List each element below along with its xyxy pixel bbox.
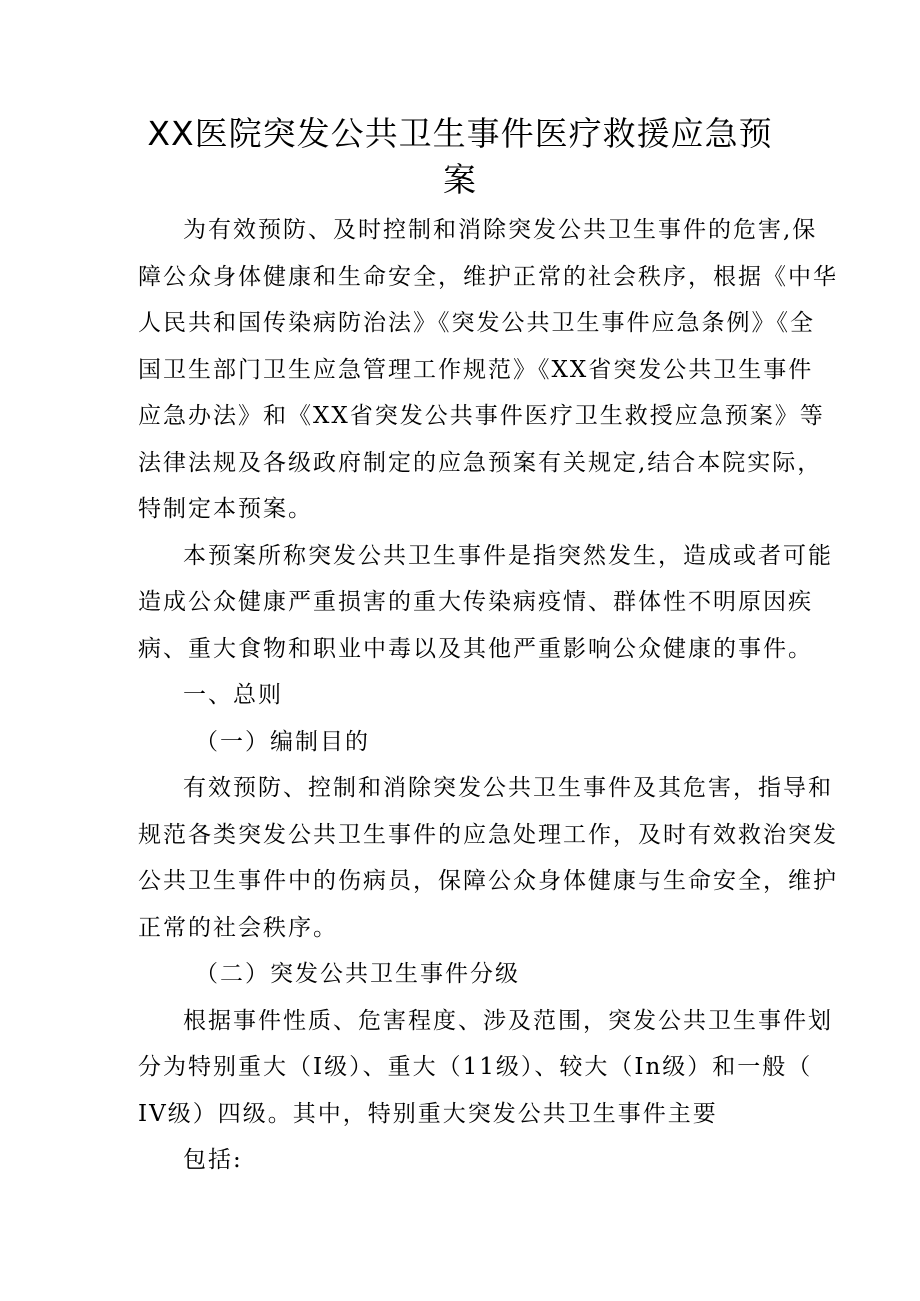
paragraph-4-line-1: 根据事件性质、危害程度、涉及范围，突发公共卫生事件划 bbox=[183, 1008, 833, 1034]
paragraph-1-line-5: 应急办法》和《XX省突发公共事件医疗卫生救授应急预案》等 bbox=[138, 403, 825, 429]
paragraph-3-line-2: 规范各类突发公共卫生事件的应急处理工作，及时有效救治突发 bbox=[138, 822, 838, 848]
document-title-line-2: 案 bbox=[443, 160, 477, 199]
document-title-line-1: XX医院突发公共卫生事件医疗救援应急预 bbox=[147, 114, 773, 153]
paragraph-1-line-2: 障公众身体健康和生命安全，维护正常的社会秩序，根据《中华 bbox=[138, 264, 838, 290]
paragraph-1-line-3: 人民共和国传染病防治法》《突发公共卫生事件应急条例》《全 bbox=[138, 310, 815, 336]
subsection-2-heading: （二）突发公共卫生事件分级 bbox=[195, 961, 520, 987]
paragraph-4-line-2: 分为特别重大（I级）、重大（11级）、较大（In级）和一般（ bbox=[138, 1054, 813, 1080]
paragraph-3-line-4: 正常的社会秩序。 bbox=[138, 915, 338, 941]
section-1-heading: 一、总则 bbox=[183, 682, 283, 708]
subsection-1-heading: （一）编制目的 bbox=[195, 729, 370, 755]
paragraph-4-line-3: IV级）四级。其中，特别重大突发公共卫生事件主要 bbox=[138, 1101, 718, 1127]
paragraph-3-line-3: 公共卫生事件中的伤病员，保障公众身体健康与生命安全，维护 bbox=[138, 868, 838, 894]
paragraph-5-line-1: 包括: bbox=[183, 1147, 243, 1173]
paragraph-1-line-7: 特制定本预案。 bbox=[138, 496, 313, 522]
paragraph-1-line-1: 为有效预防、及时控制和消除突发公共卫生事件的危害,保 bbox=[183, 217, 818, 243]
paragraph-1-line-6: 法律法规及各级政府制定的应急预案有关规定,结合本院实际， bbox=[138, 450, 823, 476]
paragraph-1-line-4: 国卫生部门卫生应急管理工作规范》《XX省突发公共卫生事件 bbox=[138, 357, 814, 383]
paragraph-3-line-1: 有效预防、控制和消除突发公共卫生事件及其危害，指导和 bbox=[183, 775, 833, 801]
paragraph-2-line-1: 本预案所称突发公共卫生事件是指突然发生，造成或者可能 bbox=[183, 543, 833, 569]
paragraph-2-line-2: 造成公众健康严重损害的重大传染病疫情、群体性不明原因疾 bbox=[138, 589, 813, 615]
paragraph-2-line-3: 病、重大食物和职业中毒以及其他严重影响公众健康的事件。 bbox=[138, 636, 813, 662]
